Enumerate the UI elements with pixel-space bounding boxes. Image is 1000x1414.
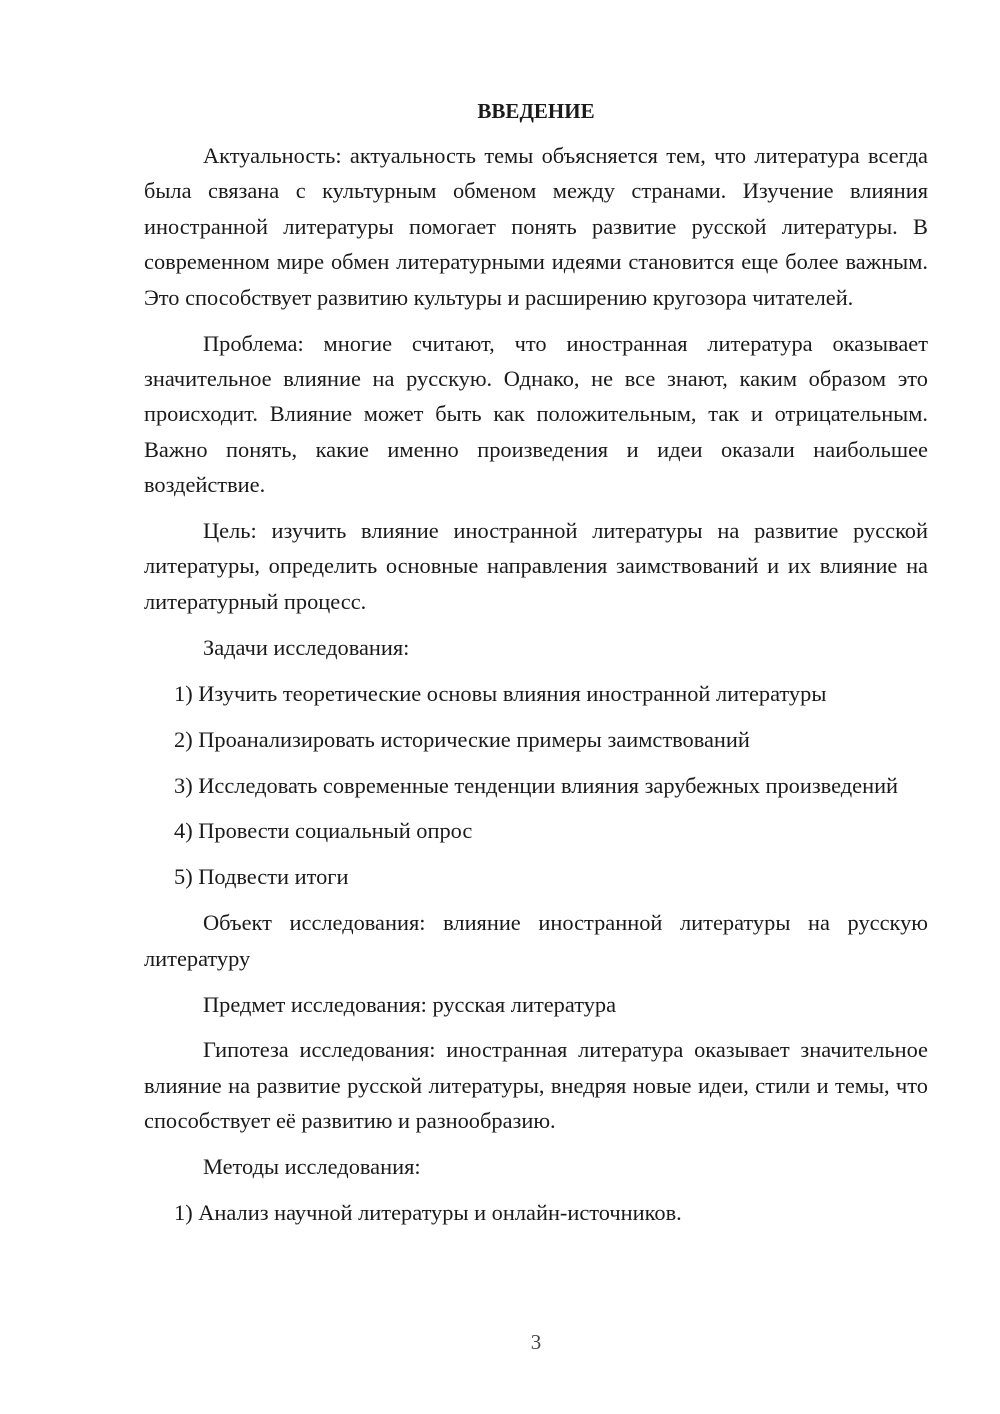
relevance-paragraph: Актуальность: актуальность темы объясняется тем, что литература всегда была связана с культурным обменом между странами. Изучение влияния иностранной литературы помогает понять развитие русской литературы. В современном мире обмен литературными идеями становится еще более важным. Это способствует развитию культуры и расширению кругозора читателей. bbox=[144, 143, 928, 310]
list-item: 3) Исследовать современные тенденции влияния зарубежных произведений bbox=[174, 772, 899, 798]
list-item: 1) Изучить теоретические основы влияния иностранной литературы bbox=[174, 680, 827, 706]
list-item: 4) Провести социальный опрос bbox=[174, 818, 473, 844]
subject-paragraph: Предмет исследования: русская литература bbox=[203, 991, 617, 1017]
object-paragraph: Объект исследования: влияние иностранной литературы на русскую литературу bbox=[144, 910, 928, 971]
methods-list bbox=[144, 1195, 928, 1230]
hypothesis-paragraph: Гипотеза исследования: иностранная литература оказывает значительное влияние на развитие русской литературы, внедряя новые идеи, стили и темы, что способствует её развитию и разнообразию. bbox=[144, 1037, 928, 1134]
tasks-list bbox=[144, 676, 928, 895]
problem-paragraph: Проблема: многие считают, что иностранная литература оказывает значительное влияние на русскую. Однако, не все знают, каким образом это происходит. Влияние может быть как положительным, так и отрицательным. Важно понять, какие именно произведения и идеи оказали наибольшее воздействие. bbox=[144, 330, 928, 498]
tasks-heading: Задачи исследования: bbox=[203, 634, 410, 660]
page-number: 3 bbox=[530, 1330, 542, 1354]
page-title: ВВЕДЕНИЕ bbox=[477, 99, 595, 123]
list-item: 5) Подвести итоги bbox=[174, 864, 349, 890]
list-item: 1) Анализ научной литературы и онлайн-источников. bbox=[174, 1200, 682, 1226]
document-page bbox=[144, 96, 928, 1241]
methods-heading: Методы исследования: bbox=[203, 1154, 421, 1180]
list-item: 2) Проанализировать исторические примеры заимствований bbox=[174, 726, 750, 752]
goal-paragraph: Цель: изучить влияние иностранной литературы на развитие русской литературы, определить основные направления заимствований и их влияние на литературный процесс. bbox=[144, 518, 928, 614]
